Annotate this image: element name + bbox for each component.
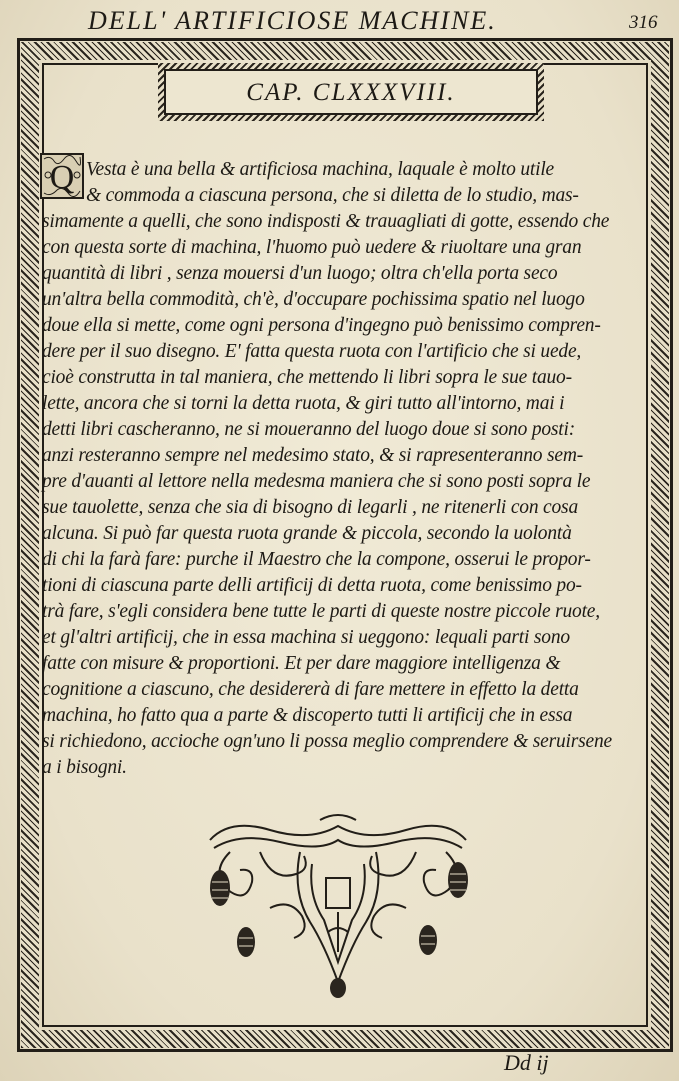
text-line: tioni di ciascuna parte delli artificij di detta ruota, come benissimo po- <box>42 575 582 596</box>
chapter-heading-box <box>164 69 538 115</box>
text-line: quantità di libri , senza mouersi d'un luogo; oltra ch'ella porta seco <box>42 263 558 284</box>
text-line: di chi la farà fare: purche il Maestro che la compone, osserui le propor- <box>42 549 591 570</box>
chapter-title: CAP. CLXXXVIII. <box>246 79 456 106</box>
text-line: machina, ho fatto qua a parte & discoperto tutti li artificij che in essa <box>42 705 573 726</box>
text-line: si richiedono, accioche ogn'uno li possa meglio comprendere & seruirsene <box>42 731 612 752</box>
page-number: 316 <box>629 12 658 33</box>
text-line: con questa sorte di machina, l'huomo può uedere & riuoltare una gran <box>42 237 582 258</box>
text-line: alcuna. Si può far questa ruota grande & piccola, secondo la uolontà <box>42 523 572 544</box>
text-line: & commoda a ciascuna persona, che si diletta de lo studio, mas- <box>86 185 579 206</box>
running-head <box>0 4 679 38</box>
text-line: pre d'auanti al lettore nella medesma maniera che si sono posti sopra le <box>42 471 591 492</box>
text-line: fatte con misure & proportioni. Et per dare maggiore intelligenza & <box>42 653 561 674</box>
dropcap-q-icon <box>40 153 84 199</box>
text-line: Vesta è una bella & artificiosa machina, laquale è molto utile <box>86 159 554 180</box>
text-line: cognitione a ciascuno, che desidererà di fare mettere in effetto la detta <box>42 679 579 700</box>
text-line: dere per il suo disegno. E' fatta questa ruota con l'artificio che si uede, <box>42 341 582 362</box>
text-line: sue tauolette, senza che sia di bisogno di legarli , ne ritenerli con cosa <box>42 497 578 518</box>
text-line: anzi resteranno sempre nel medesimo stato, & si rapresenteranno sem- <box>42 445 584 466</box>
svg-text:Q: Q <box>49 159 75 196</box>
text-line: simamente a quelli, che sono indisposti & trauagliati di gotte, essendo che <box>42 211 610 232</box>
running-title: DELL' ARTIFICIOSE MACHINE. <box>88 6 497 35</box>
text-line: detti libri cascheranno, ne si moueranno del luogo doue si sono posti: <box>42 419 576 440</box>
text-line: cioè construtta in tal maniera, che mettendo li libri sopra le sue tauo- <box>42 367 572 388</box>
text-line: lette, ancora che si torni la detta ruota, & giri tutto all'intorno, mai i <box>42 393 565 414</box>
signature-mark: Dd ij <box>504 1050 549 1075</box>
text-line: doue ella si mette, come ogni persona d'ingegno può benissimo compren- <box>42 315 601 336</box>
tailpiece-ornament-icon <box>200 812 476 1000</box>
text-line: et gl'altri artificij, che in essa machina si ueggono: lequali parti sono <box>42 627 570 648</box>
text-line: trà fare, s'egli considera bene tutte le parti di queste nostre piccole ruote, <box>42 601 600 622</box>
text-line: un'altra bella commodità, ch'è, d'occupare pochissima spatio nel luogo <box>42 289 585 310</box>
chapter-box-panel <box>164 69 538 115</box>
text-line: a i bisogni. <box>42 757 127 778</box>
